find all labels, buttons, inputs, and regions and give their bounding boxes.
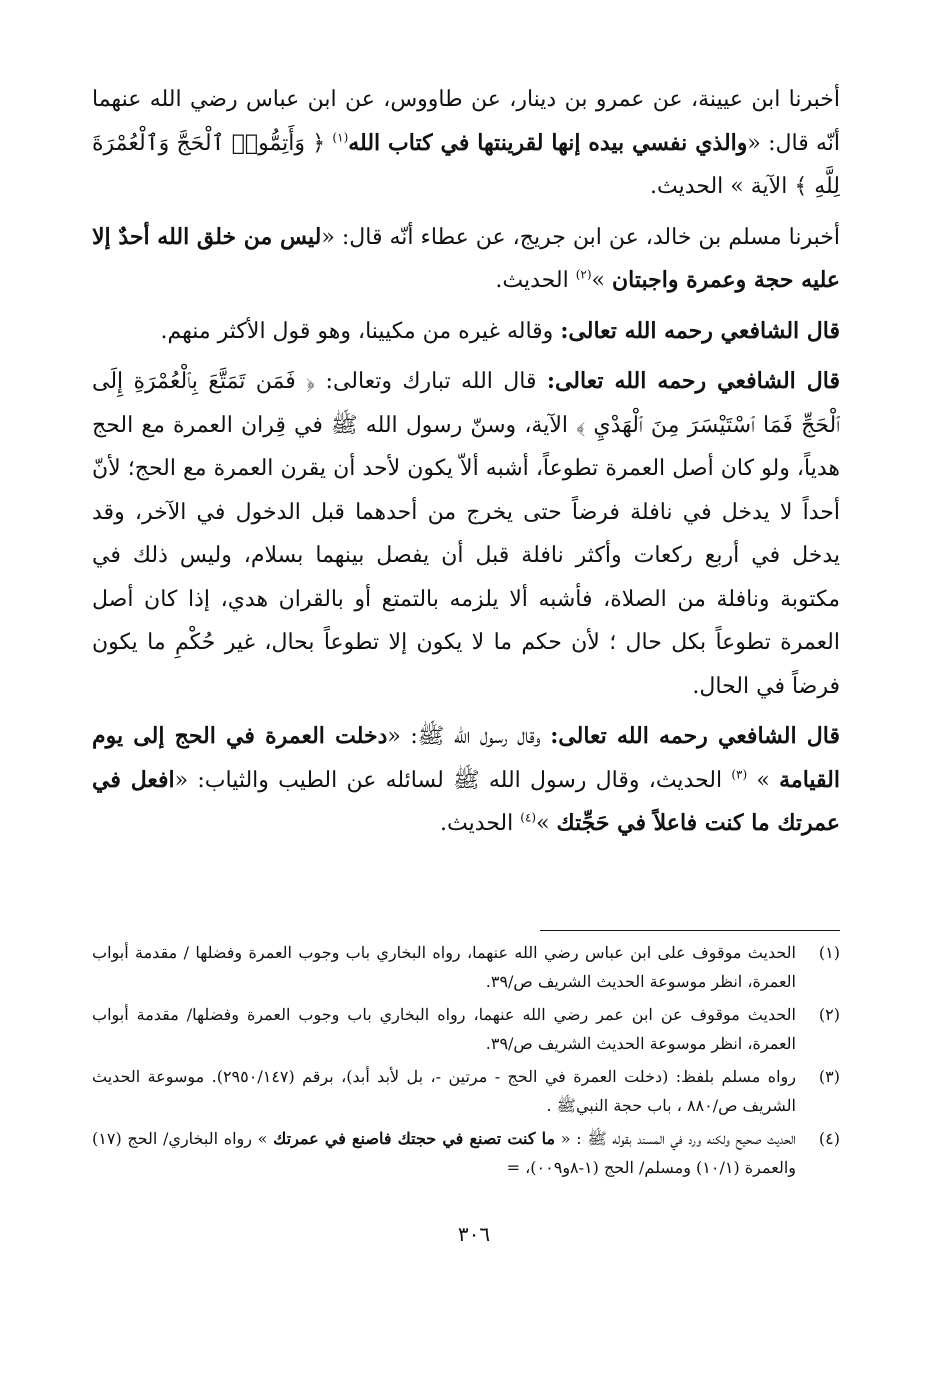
footnote-ref-1[interactable]: (١) [332, 130, 349, 145]
p2-close: » [591, 268, 612, 293]
p1-quote: والذي نفسي بيده إنها لقرينتها في كتاب الله [348, 129, 748, 156]
p2-quote: ليس من خلق الله أحدٌ إلا عليه حجة وعمرة واجبتان [92, 223, 840, 293]
footnote-1 [92, 938, 840, 996]
footnote-4-post: » رواه البخاري/ الحج (١٧) والعمرة (١٠/١) ومسلم/ الحج (١-٨و٠٠٩)، = [92, 1129, 796, 1177]
footnote-number: (٢) [818, 1005, 840, 1024]
paragraph-1 [92, 78, 840, 209]
paragraph-4 [92, 360, 840, 708]
page-number: ٣٠٦ [457, 1222, 491, 1246]
footnotes [92, 938, 840, 1186]
footnote-text: رواه مسلم بلفظ: (دخلت العمرة في الحج - مرتين -، بل لأبد أبد)، برقم (٢٩٥٠/١٤٧). موسوعة الحديث الشريف ص/٨٨٠ ، باب حجة النبيﷺ . [92, 1067, 797, 1115]
footnote-3 [92, 1062, 840, 1120]
p1-intro: أخبرنا ابن عيينة، عن عمرو بن دينار، عن طاووس، عن ابن عباس رضي الله عنهما أنّه قال: « [92, 87, 841, 156]
p5-end: الحديث. [439, 811, 521, 836]
p3-speaker: قال الشافعي رحمه الله تعالى: [560, 317, 840, 344]
paragraph-5 [92, 715, 840, 846]
footnote-ref-2[interactable]: (٢) [575, 267, 592, 282]
footnote-ref-3[interactable]: (٣) [731, 767, 748, 782]
footnote-4-quote: ما كنت تصنع في حجتك فاصنع في عمرتك [273, 1129, 556, 1148]
p1-end: الآية » الحديث. [650, 174, 788, 199]
footnote-4 [92, 1124, 840, 1182]
footnote-2 [92, 1000, 840, 1058]
footnote-text: الحديث موقوف على ابن عباس رضي الله عنهما، رواه البخاري باب وجوب العمرة وفضلها / مقدمة أبواب العمرة، انظر موسوعة الحديث الشريف ص/٣٩. [92, 943, 796, 991]
paragraph-3 [92, 310, 840, 354]
p4-text: قال الله تبارك وتعالى: ﴿ فَمَن تَمَتَّعَ بِٱلْعُمْرَةِ إِلَى ٱلْحَجِّ فَمَا ٱسْتَيْسَرَ مِنَ ٱلْهَدْيِ ﴾ الآية، وسنّ رسول الله ﷺ في قِران العمرة مع الحج هدياً، ولو كان أصل العمرة تطوعاً، أشبه ألاّ يكون لأحد أن يقرن العمرة مع الحج؛ لأنّ أحداً لا يدخل في نافلة فرضاً حتى يخرج من أحدهما قبل الدخول في الآخر، وقد يدخل في أربع ركعات وأكثر نافلة قبل أن يفصل بينهما بسلام، وليس ذلك في مكتوبة ونافلة من الصلاة، فأشبه ألا يلزمه بالتمتع أو بالقران هدي، إذا كان أصل العمرة تطوعاً بكل حال ؛ لأن حكم ما لا يكون إلا تطوعاً بحال، غير حُكْمِ ما يكون فرضاً في الحال. [92, 369, 840, 699]
footnote-number: (١) [818, 943, 840, 962]
p5-mid-1: » [747, 767, 780, 793]
footnote-separator [540, 930, 840, 931]
p2-end: الحديث. [495, 268, 576, 293]
p5-speaker: قال الشافعي رحمه الله تعالى: [550, 723, 840, 749]
footnote-number: (٣) [818, 1067, 840, 1086]
p3-text: وقاله غيره من مكيينا، وهو قول الأكثر منهم. [160, 318, 561, 344]
p5-close: » [536, 811, 557, 836]
footnote-text: الحديث موقوف عن ابن عمر رضي الله عنهما، رواه البخاري باب وجوب العمرة وفضلها/ مقدمة أبواب العمرة، انظر موسوعة الحديث الشريف ص/٣٩. [92, 1005, 797, 1053]
p4-speaker: قال الشافعي رحمه الله تعالى: [546, 368, 841, 394]
footnote-number: (٤) [818, 1129, 840, 1148]
p5-mid-2: الحديث، وقال رسول الله ﷺ لسائله عن الطيب والثياب: « [174, 767, 732, 793]
footnote-text [92, 1124, 796, 1182]
main-text [92, 78, 840, 853]
footnote-4-pre: الحديث صحيح ولكنه ورد في المسند بقوله ﷺ : « [555, 1129, 796, 1148]
p1-verse: ﴿ وَأَتِمُّوا۟ ٱلْحَجَّ وَٱلْعُمْرَةَ لِلَّهِ ﴾ [92, 130, 840, 199]
paragraph-2 [92, 216, 840, 303]
footnote-ref-4[interactable]: (٤) [520, 810, 537, 825]
p5-quote-1: دخلت العمرة في الحج إلى يوم القيامة [92, 723, 840, 793]
p5-quote-2: افعل في عمرتك ما كنت فاعلاً في حَجِّتك [92, 766, 840, 836]
p2-intro: أخبرنا مسلم بن خالد، عن ابن جريج، عن عطاء أنّه قال: « [321, 224, 840, 250]
p5-intro: وقال رسول الله ﷺ: « [387, 724, 551, 749]
